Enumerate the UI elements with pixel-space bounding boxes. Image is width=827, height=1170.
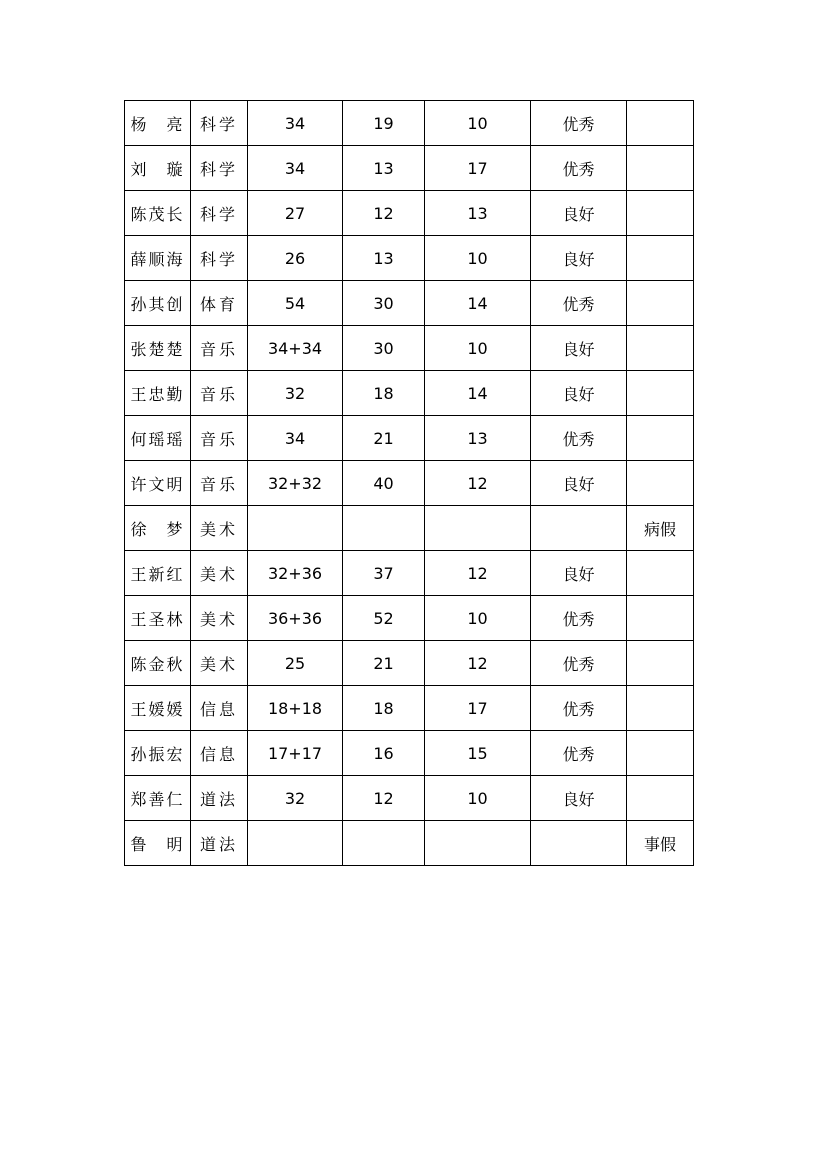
table-row <box>125 506 694 551</box>
grade-cell: 良好 <box>531 776 627 821</box>
teacher-name-cell: 张楚楚 <box>125 326 191 371</box>
score-cell-1 <box>248 821 343 866</box>
score-cell-1 <box>248 506 343 551</box>
note-cell <box>627 416 694 461</box>
teacher-name-cell: 何瑶瑶 <box>125 416 191 461</box>
table-row <box>125 281 694 326</box>
score-cell-3: 10 <box>425 326 531 371</box>
subject-cell: 美术 <box>191 596 248 641</box>
score-cell-3: 13 <box>425 416 531 461</box>
subject-cell: 信息 <box>191 686 248 731</box>
grade-cell <box>531 821 627 866</box>
grade-cell: 良好 <box>531 191 627 236</box>
subject-cell: 音乐 <box>191 371 248 416</box>
score-cell-2: 18 <box>343 686 425 731</box>
score-cell-2: 30 <box>343 326 425 371</box>
grade-cell: 优秀 <box>531 101 627 146</box>
score-cell-1: 32 <box>248 776 343 821</box>
score-cell-2: 40 <box>343 461 425 506</box>
table-row <box>125 596 694 641</box>
teacher-name-cell: 鲁 明 <box>125 821 191 866</box>
note-cell <box>627 461 694 506</box>
score-cell-3: 12 <box>425 461 531 506</box>
teacher-name-cell: 王新红 <box>125 551 191 596</box>
score-cell-2: 21 <box>343 416 425 461</box>
score-cell-3 <box>425 821 531 866</box>
grade-cell: 优秀 <box>531 641 627 686</box>
note-cell <box>627 326 694 371</box>
note-cell <box>627 596 694 641</box>
score-cell-2: 19 <box>343 101 425 146</box>
subject-cell: 科学 <box>191 236 248 281</box>
score-cell-1: 17+17 <box>248 731 343 776</box>
note-cell <box>627 236 694 281</box>
teacher-name-cell: 王忠勤 <box>125 371 191 416</box>
note-cell: 病假 <box>627 506 694 551</box>
note-cell <box>627 551 694 596</box>
score-cell-1: 54 <box>248 281 343 326</box>
score-cell-3: 10 <box>425 236 531 281</box>
note-cell <box>627 686 694 731</box>
subject-cell: 音乐 <box>191 461 248 506</box>
score-cell-1: 32+36 <box>248 551 343 596</box>
score-cell-1: 32 <box>248 371 343 416</box>
subject-cell: 音乐 <box>191 326 248 371</box>
teacher-name-cell: 杨 亮 <box>125 101 191 146</box>
table-row <box>125 101 694 146</box>
teacher-name-cell: 王圣林 <box>125 596 191 641</box>
subject-cell: 科学 <box>191 101 248 146</box>
note-cell <box>627 641 694 686</box>
note-cell: 事假 <box>627 821 694 866</box>
subject-cell: 科学 <box>191 191 248 236</box>
score-cell-2: 37 <box>343 551 425 596</box>
subject-cell: 美术 <box>191 506 248 551</box>
subject-cell: 体育 <box>191 281 248 326</box>
note-cell <box>627 731 694 776</box>
table-row <box>125 776 694 821</box>
subject-cell: 道法 <box>191 821 248 866</box>
teacher-name-cell: 孙其创 <box>125 281 191 326</box>
table-row <box>125 371 694 416</box>
grade-cell: 良好 <box>531 551 627 596</box>
note-cell <box>627 191 694 236</box>
subject-cell: 音乐 <box>191 416 248 461</box>
score-cell-3: 15 <box>425 731 531 776</box>
score-cell-3: 10 <box>425 101 531 146</box>
score-cell-3: 14 <box>425 371 531 416</box>
score-cell-1: 34 <box>248 146 343 191</box>
score-cell-1: 27 <box>248 191 343 236</box>
teacher-name-cell: 刘 璇 <box>125 146 191 191</box>
note-cell <box>627 776 694 821</box>
grade-cell: 良好 <box>531 236 627 281</box>
grade-cell: 优秀 <box>531 416 627 461</box>
grade-cell: 良好 <box>531 326 627 371</box>
score-cell-2: 12 <box>343 776 425 821</box>
teacher-name-cell: 许文明 <box>125 461 191 506</box>
score-cell-3: 17 <box>425 146 531 191</box>
score-cell-1: 26 <box>248 236 343 281</box>
table-row <box>125 326 694 371</box>
table-row <box>125 191 694 236</box>
table-row <box>125 416 694 461</box>
score-cell-2: 52 <box>343 596 425 641</box>
score-cell-3: 12 <box>425 551 531 596</box>
grade-cell: 良好 <box>531 371 627 416</box>
note-cell <box>627 281 694 326</box>
score-cell-3: 13 <box>425 191 531 236</box>
score-cell-2 <box>343 821 425 866</box>
grade-cell <box>531 506 627 551</box>
score-cell-1: 25 <box>248 641 343 686</box>
teacher-name-cell: 王媛媛 <box>125 686 191 731</box>
teacher-name-cell: 陈茂长 <box>125 191 191 236</box>
score-cell-2: 30 <box>343 281 425 326</box>
subject-cell: 信息 <box>191 731 248 776</box>
grade-cell: 良好 <box>531 461 627 506</box>
subject-cell: 美术 <box>191 641 248 686</box>
score-cell-2: 21 <box>343 641 425 686</box>
score-cell-2: 18 <box>343 371 425 416</box>
score-cell-2 <box>343 506 425 551</box>
teacher-name-cell: 孙振宏 <box>125 731 191 776</box>
score-cell-3 <box>425 506 531 551</box>
table-row <box>125 641 694 686</box>
teacher-record-table <box>124 100 694 866</box>
teacher-name-cell: 陈金秋 <box>125 641 191 686</box>
subject-cell: 科学 <box>191 146 248 191</box>
table-body <box>125 101 694 866</box>
grade-cell: 优秀 <box>531 731 627 776</box>
table-row <box>125 236 694 281</box>
score-cell-2: 13 <box>343 146 425 191</box>
score-cell-3: 10 <box>425 596 531 641</box>
note-cell <box>627 371 694 416</box>
score-cell-3: 12 <box>425 641 531 686</box>
score-cell-2: 13 <box>343 236 425 281</box>
grade-cell: 优秀 <box>531 686 627 731</box>
teacher-name-cell: 徐 梦 <box>125 506 191 551</box>
score-cell-1: 34 <box>248 416 343 461</box>
table-row <box>125 731 694 776</box>
score-cell-1: 34+34 <box>248 326 343 371</box>
score-cell-3: 17 <box>425 686 531 731</box>
score-cell-3: 10 <box>425 776 531 821</box>
table-row <box>125 551 694 596</box>
score-cell-1: 32+32 <box>248 461 343 506</box>
grade-cell: 优秀 <box>531 146 627 191</box>
score-cell-2: 12 <box>343 191 425 236</box>
note-cell <box>627 101 694 146</box>
table-row <box>125 821 694 866</box>
subject-cell: 美术 <box>191 551 248 596</box>
score-cell-1: 36+36 <box>248 596 343 641</box>
table-row <box>125 461 694 506</box>
table-row <box>125 686 694 731</box>
subject-cell: 道法 <box>191 776 248 821</box>
score-cell-1: 18+18 <box>248 686 343 731</box>
score-cell-3: 14 <box>425 281 531 326</box>
grade-cell: 优秀 <box>531 281 627 326</box>
teacher-name-cell: 薛顺海 <box>125 236 191 281</box>
grade-cell: 优秀 <box>531 596 627 641</box>
note-cell <box>627 146 694 191</box>
score-cell-1: 34 <box>248 101 343 146</box>
teacher-name-cell: 郑善仁 <box>125 776 191 821</box>
table-row <box>125 146 694 191</box>
score-cell-2: 16 <box>343 731 425 776</box>
